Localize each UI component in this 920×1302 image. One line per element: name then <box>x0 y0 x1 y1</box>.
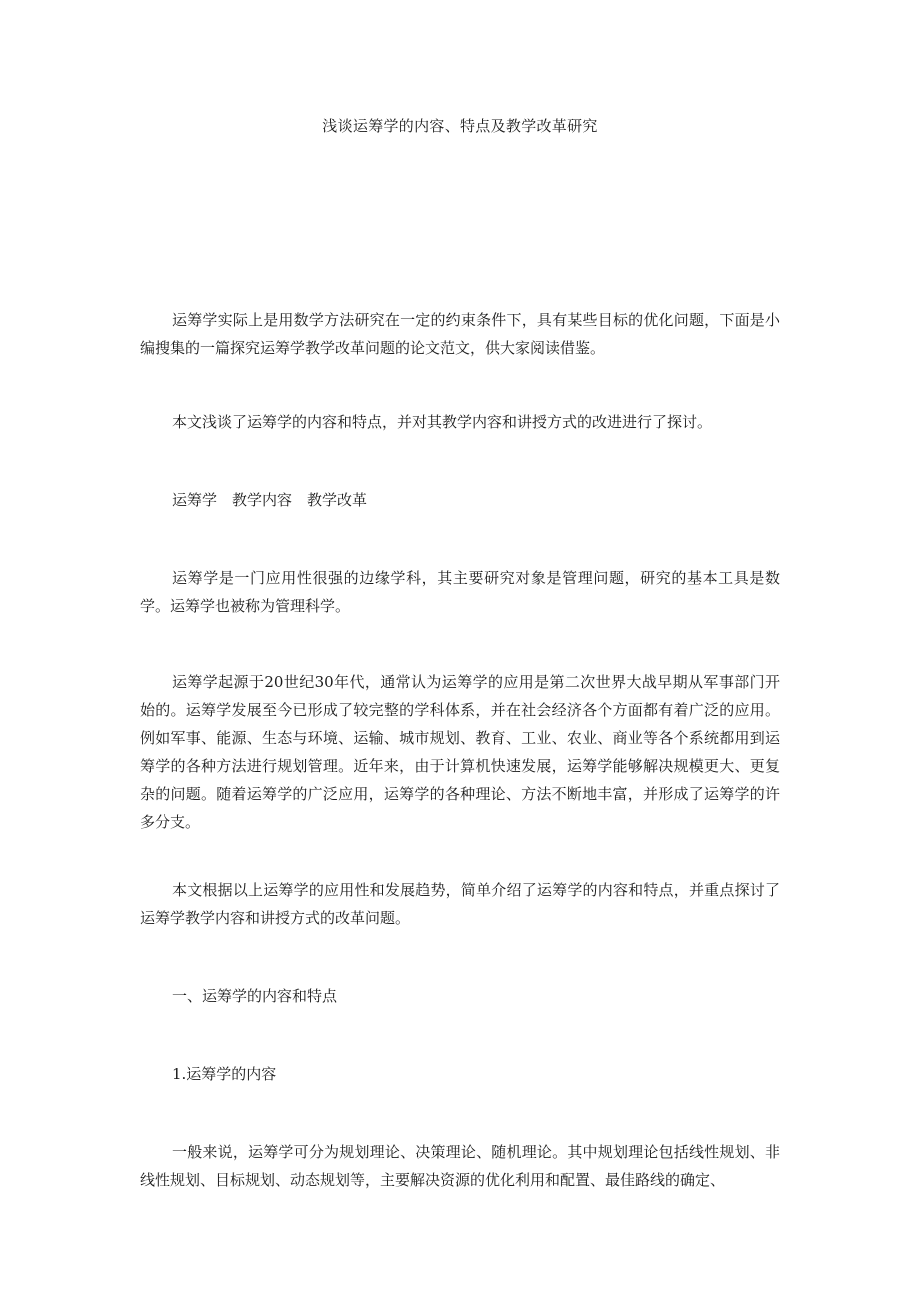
paragraph-history: 运筹学起源于20世纪30年代，通常认为运筹学的应用是第二次世界大战早期从军事部门开始的。运筹学发展至今已形成了较完整的学科体系，并在社会经济各个方面都有着广泛的应用。例如军事、能源、生态与环境、运输、城市规划、教育、工业、农业、商业等各个系统都用到运筹学的各种方法进行规划管理。近年来，由于计算机快速发展，运筹学能够解决规模更大、更复杂的问题。随着运筹学的广泛应用，运筹学的各种理论、方法不断地丰富，并形成了运筹学的许多分支。 <box>140 673 780 831</box>
paragraph-purpose: 本文根据以上运筹学的应用性和发展趋势，简单介绍了运筹学的内容和特点，并重点探讨了运筹学教学内容和讲授方式的改革问题。 <box>140 881 780 927</box>
paragraph-intro: 运筹学实际上是用数学方法研究在一定的约束条件下，具有某些目标的优化问题，下面是小编搜集的一篇探究运筹学教学改革问题的论文范文，供大家阅读借鉴。 <box>140 311 780 357</box>
paragraph-content-overview: 一般来说，运筹学可分为规划理论、决策理论、随机理论。其中规划理论包括线性规划、非线性规划、目标规划、动态规划等，主要解决资源的优化利用和配置、最佳路线的确定、 <box>140 1143 780 1189</box>
paragraph-abstract: 本文浅谈了运筹学的内容和特点，并对其教学内容和讲授方式的改进进行了探讨。 <box>172 413 713 431</box>
paragraph-keywords: 运筹学 教学内容 教学改革 <box>172 491 368 509</box>
subsection-heading-1-1: 1.运筹学的内容 <box>172 1065 277 1083</box>
paragraph-definition: 运筹学是一门应用性很强的边缘学科，其主要研究对象是管理问题，研究的基本工具是数学。运筹学也被称为管理科学。 <box>140 569 780 615</box>
section-heading-1: 一、运筹学的内容和特点 <box>172 987 338 1005</box>
document-title: 浅谈运筹学的内容、特点及教学改革研究 <box>322 117 598 135</box>
